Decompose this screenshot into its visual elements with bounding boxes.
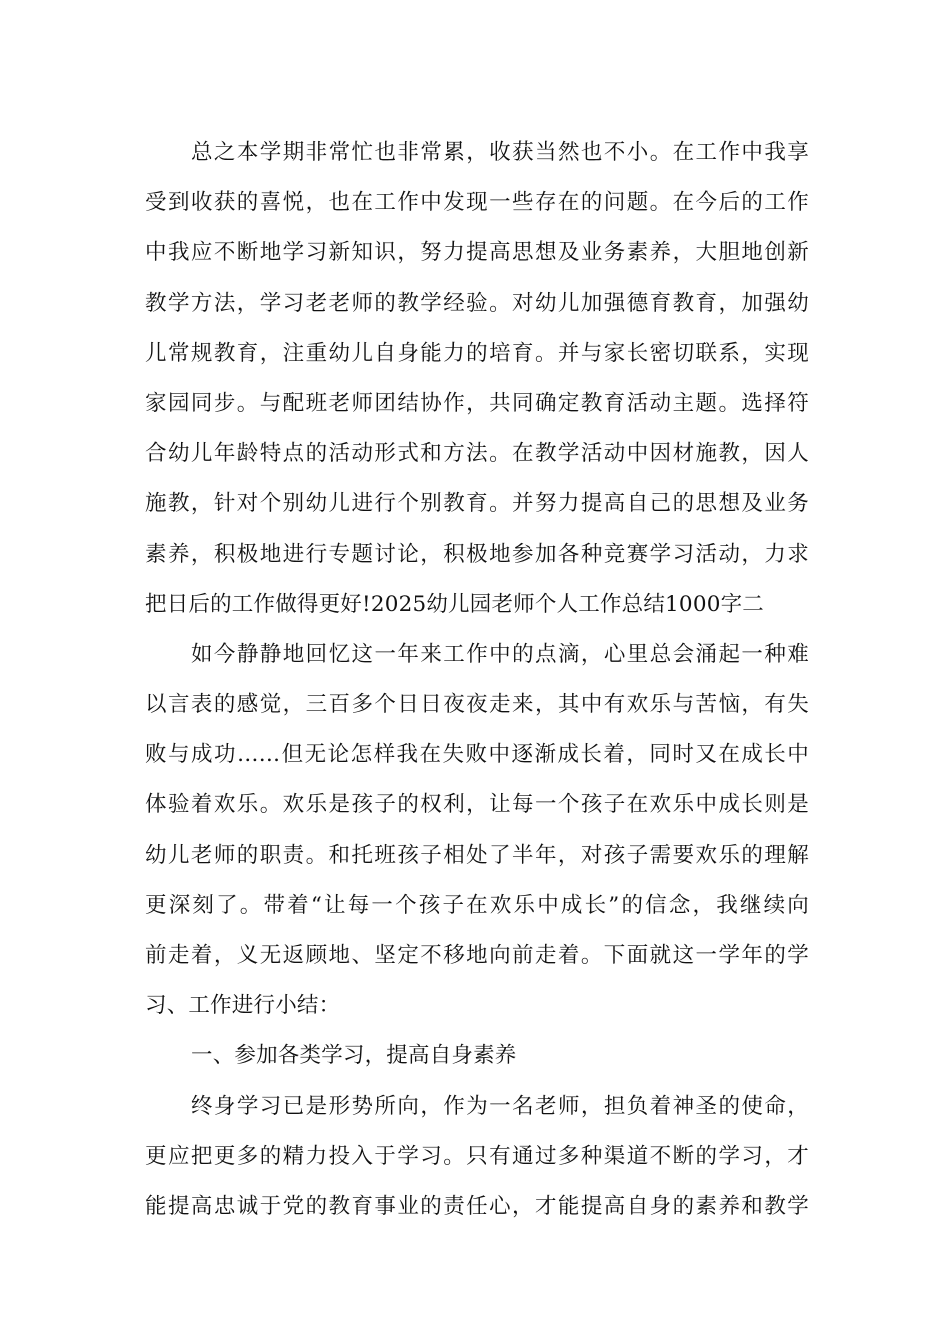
text-line: 合幼儿年龄特点的活动形式和方法。在教学活动中因材施教，因人 bbox=[145, 441, 809, 467]
text-line: 体验着欢乐。欢乐是孩子的权利，让每一个孩子在欢乐中成长则是 bbox=[145, 792, 809, 818]
text-line: 能提高忠诚于党的教育事业的责任心，才能提高自身的素养和教学 bbox=[145, 1193, 809, 1219]
text-line: 如今静静地回忆这一年来工作中的点滴，心里总会涌起一种难 bbox=[191, 641, 809, 667]
text-line: 幼儿老师的职责。和托班孩子相处了半年，对孩子需要欢乐的理解 bbox=[145, 842, 809, 868]
paragraph-reflection bbox=[145, 630, 809, 1032]
text-line: 把日后的工作做得更好!2025幼儿园老师个人工作总结1000字二 bbox=[145, 591, 764, 617]
text-line: 败与成功……但无论怎样我在失败中逐渐成长着，同时又在成长中 bbox=[145, 742, 809, 768]
text-line: 家园同步。与配班老师团结协作，共同确定教育活动主题。选择符 bbox=[145, 390, 809, 416]
text-line: 更应把更多的精力投入于学习。只有通过多种渠道不断的学习，才 bbox=[145, 1143, 809, 1169]
text-line: 前走着，义无返顾地、坚定不移地向前走着。下面就这一学年的学 bbox=[145, 943, 809, 968]
text-line: 中我应不断地学习新知识，努力提高思想及业务素养，大胆地创新 bbox=[145, 240, 809, 266]
text-line: 受到收获的喜悦，也在工作中发现一些存在的问题。在今后的工作 bbox=[145, 190, 809, 216]
paragraph-learning bbox=[145, 1082, 809, 1233]
text-line: 教学方法，学习老老师的教学经验。对幼儿加强德育教育，加强幼 bbox=[145, 290, 809, 316]
document-body bbox=[145, 128, 809, 1232]
text-line: 习、工作进行小结： bbox=[145, 993, 341, 1019]
paragraph-summary bbox=[145, 128, 809, 630]
text-line: 终身学习已是形势所向，作为一名老师，担负着神圣的使命， bbox=[191, 1093, 809, 1119]
text-line: 儿常规教育，注重幼儿自身能力的培育。并与家长密切联系，实现 bbox=[145, 340, 809, 366]
text-line: 施教，针对个别幼儿进行个别教育。并努力提高自己的思想及业务 bbox=[145, 491, 809, 517]
text-line: 总之本学期非常忙也非常累，收获当然也不小。在工作中我享 bbox=[191, 140, 809, 165]
text-line: 素养，积极地进行专题讨论，积极地参加各种竞赛学习活动，力求 bbox=[145, 541, 809, 567]
text-line: 以言表的感觉，三百多个日日夜夜走来，其中有欢乐与苦恼，有失 bbox=[145, 692, 809, 718]
heading-text: 一、参加各类学习，提高自身素养 bbox=[191, 1043, 517, 1069]
text-line: 更深刻了。带着“让每一个孩子在欢乐中成长”的信念，我继续向 bbox=[145, 892, 809, 918]
section-heading bbox=[145, 1031, 809, 1081]
